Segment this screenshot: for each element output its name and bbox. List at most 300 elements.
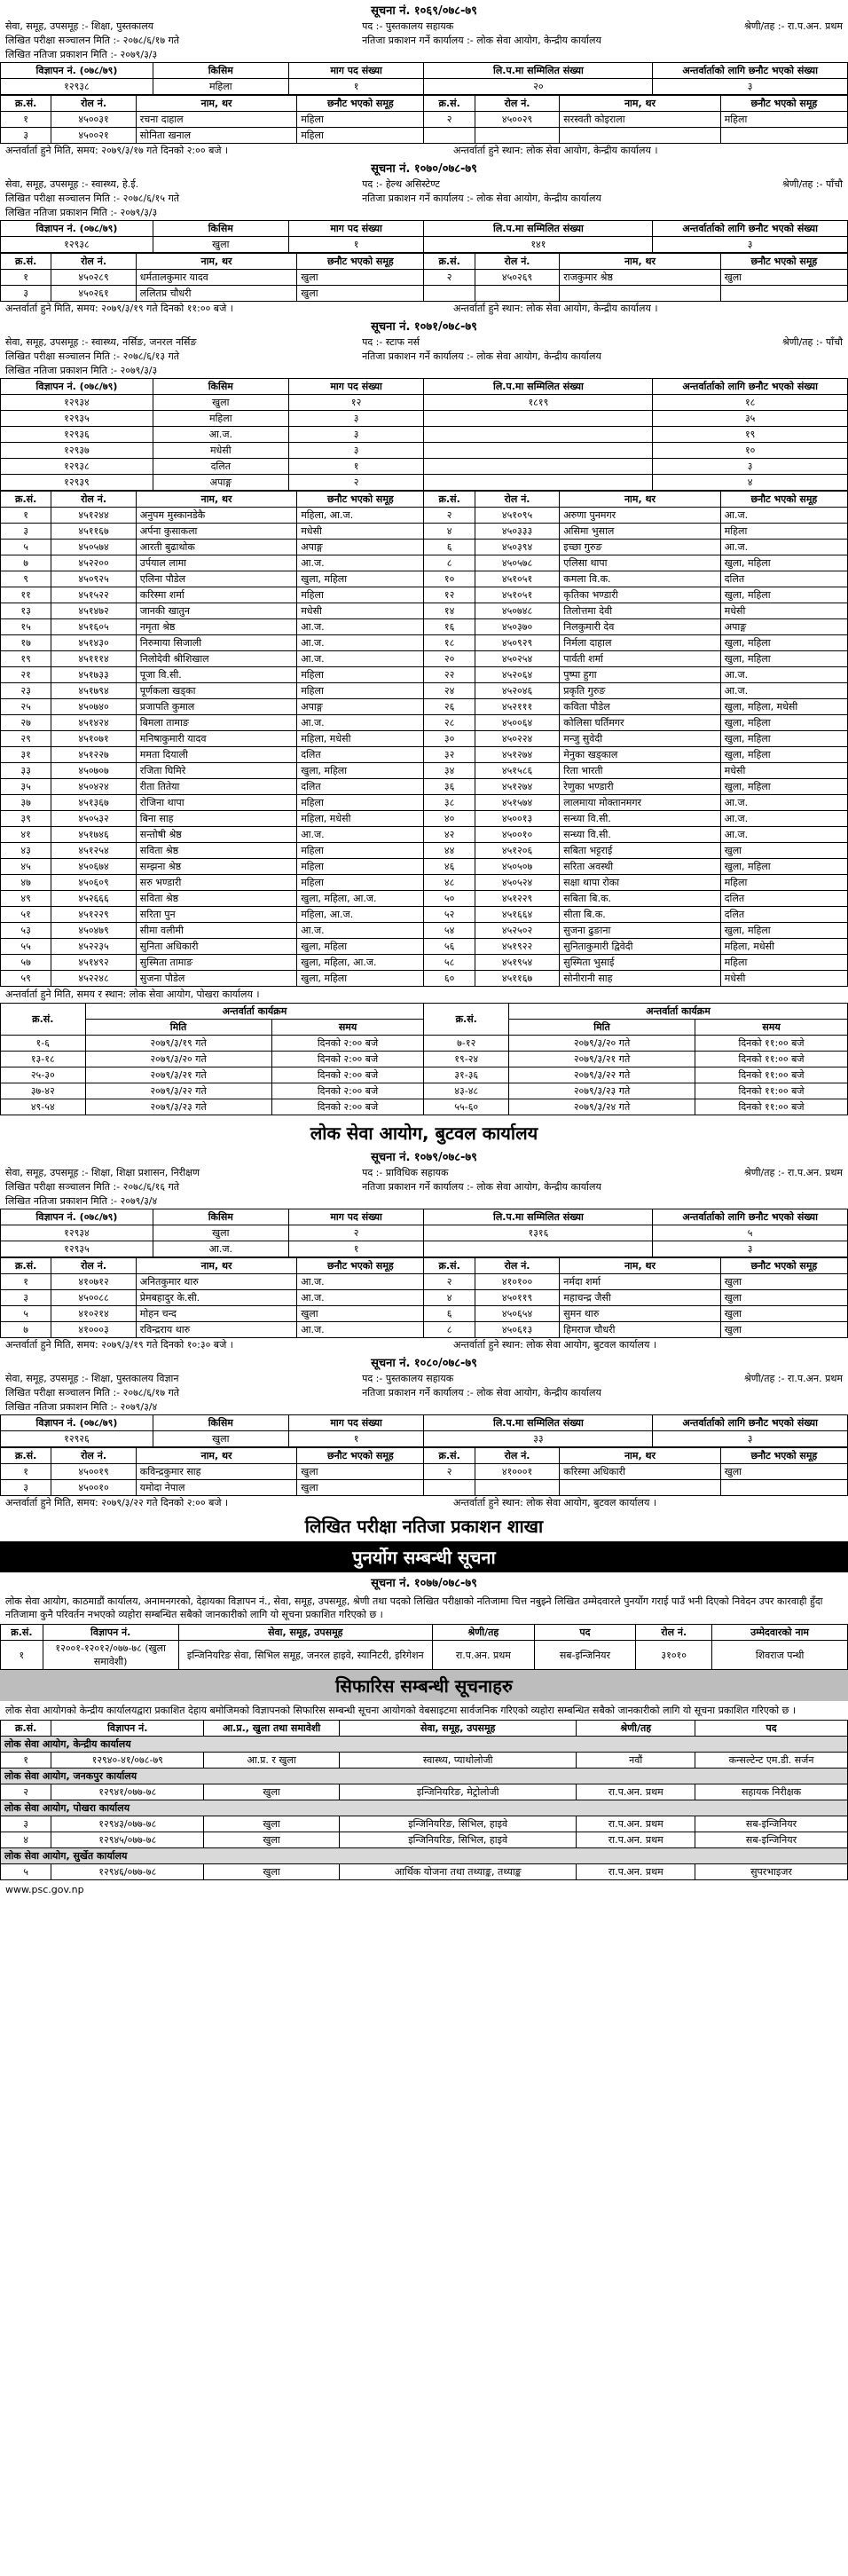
table-cell: १८ xyxy=(424,635,475,651)
candidate-table xyxy=(0,95,848,144)
notice-title: सूचना नं. १०७०/०७८-७९ xyxy=(371,162,477,176)
table-cell: १ xyxy=(288,459,424,475)
table-cell: सीता बि.क. xyxy=(560,907,720,923)
table-cell: ७ xyxy=(1,555,51,571)
table-cell: महिला xyxy=(153,411,288,427)
table-cell: निरुमाया सिजाली xyxy=(136,635,296,651)
table-cell: २७ xyxy=(1,715,51,731)
interview-time: अन्तर्वार्ता हुने मिति, समय: २०७९/३/१९ गते दिनको १०:३० बजे । xyxy=(5,1339,233,1351)
column-header: रोल नं. xyxy=(475,254,560,270)
table-cell: महिला xyxy=(297,683,424,699)
meta-field: पद :- प्राविधिक सहायक xyxy=(362,1167,449,1178)
table-cell: ४५००१९ xyxy=(51,1464,137,1480)
table-cell: ४५१४३० xyxy=(51,635,137,651)
meta-field: पद :- स्टाफ नर्स xyxy=(362,336,420,348)
meta-field: लिखित नतिजा प्रकाशन मिति :- २०७९/३/४ xyxy=(5,1401,158,1413)
table-cell: ३० xyxy=(424,731,475,747)
column-header: रोल नं. xyxy=(475,1448,560,1464)
meta-field: सेवा, समूह, उपसमूह :- शिक्षा, पुस्तकालय xyxy=(5,20,154,32)
table-cell: दलित xyxy=(153,459,288,475)
table-cell: रा.प.अन. प्रथम xyxy=(577,1816,695,1832)
table-cell: जानकी खातुन xyxy=(136,603,296,619)
table-row xyxy=(1,715,848,731)
office-section-label: लोक सेवा आयोग, जनकपुर कार्यालय xyxy=(1,1769,848,1784)
column-header: लि.प.मा सम्मिलित संख्या xyxy=(424,221,653,237)
table-cell: २ xyxy=(424,270,475,286)
table-row xyxy=(1,875,848,891)
table-cell: २८ xyxy=(424,715,475,731)
notice-n1 xyxy=(0,0,848,158)
table-row xyxy=(1,699,848,715)
notice-title: सूचना नं. १०७१/०७८-७९ xyxy=(371,320,477,334)
table-cell: रचना दाहाल xyxy=(136,112,296,128)
column-header: माग पद संख्या xyxy=(288,221,424,237)
table-row xyxy=(1,443,848,459)
table-cell: आ.ज. xyxy=(720,827,847,843)
recheck-heading: पुनर्योग सम्बन्धी सूचना xyxy=(0,1541,848,1572)
table-cell: ४५०९२९ xyxy=(475,635,560,651)
table-row xyxy=(1,112,848,128)
office-section-row xyxy=(1,1848,848,1864)
column-header: नाम, थर xyxy=(136,96,296,112)
table-cell: महिला xyxy=(153,79,288,95)
column-header: छनौट भएको समूह xyxy=(297,96,424,112)
table-row xyxy=(1,811,848,827)
column-header: अन्तर्वार्ताको लागि छनौट भएको संख्या xyxy=(653,1209,848,1225)
column-header: क्र.सं. xyxy=(1,1448,51,1464)
table-cell: २ xyxy=(424,1274,475,1290)
meta-field: लिखित परीक्षा सञ्चालन मिति :- २०७८/६/१५ गते xyxy=(5,193,180,204)
meta-field: नतिजा प्रकाशन गर्ने कार्यालय :- लोक सेवा आयोग, केन्द्रीय कार्यालय xyxy=(362,351,601,362)
table-cell: ४५१५२२ xyxy=(51,587,137,603)
table-cell: दलित xyxy=(720,907,847,923)
candidate-table-header-row xyxy=(1,1258,848,1274)
table-cell xyxy=(560,128,720,144)
table-cell: ४ xyxy=(424,1290,475,1306)
table-cell: अनुपम मुस्कानडेकै xyxy=(136,508,296,524)
table-cell: ३ xyxy=(288,427,424,443)
table-cell: ३९ xyxy=(1,811,51,827)
table-cell: ४५१०७१ xyxy=(51,731,137,747)
column-subheader: मिति xyxy=(85,1020,271,1036)
table-cell xyxy=(475,286,560,302)
summary-table xyxy=(0,1414,848,1447)
table-cell: १२९३५ xyxy=(1,1241,153,1257)
table-cell xyxy=(424,1480,475,1496)
column-header: छनौट भएको समूह xyxy=(297,492,424,508)
table-cell: खुला xyxy=(297,1480,424,1496)
table-cell: सोनीरानी साह xyxy=(560,971,720,987)
table-row xyxy=(1,1864,848,1880)
table-cell xyxy=(560,286,720,302)
table-cell: २०७९/३/२३ गते xyxy=(508,1083,695,1099)
table-row xyxy=(1,1067,848,1083)
column-header: क्र.सं. xyxy=(424,492,475,508)
table-cell: ३८ xyxy=(424,795,475,811)
interview-time: अन्तर्वार्ता हुने मिति, समय: २०७९/३/१७ गते दिनको २:०० बजे । xyxy=(5,145,229,156)
table-cell: २०७९/३/२१ गते xyxy=(85,1067,271,1083)
column-header: नाम, थर xyxy=(136,1448,296,1464)
table-cell: ३ xyxy=(653,237,848,253)
table-row xyxy=(1,1784,848,1800)
table-cell: ४५२६६६ xyxy=(51,891,137,907)
table-cell: आ.ज. xyxy=(153,427,288,443)
column-header: क्र.सं. xyxy=(424,1258,475,1274)
column-subheader: समय xyxy=(695,1020,848,1036)
table-cell: ४५१२७४ xyxy=(475,779,560,795)
meta-field xyxy=(672,1180,843,1194)
table-cell: ४५२२३५ xyxy=(51,939,137,955)
table-cell: सुस्मिता तामाङ xyxy=(136,955,296,971)
column-header: लि.प.मा सम्मिलित संख्या xyxy=(424,1209,653,1225)
table-cell: महिला xyxy=(297,843,424,859)
meta-field: लिखित नतिजा प्रकाशन मिति :- २०७९/३/३ xyxy=(5,49,158,60)
table-cell: ५९ xyxy=(1,971,51,987)
table-cell: पार्वती शर्मा xyxy=(560,651,720,667)
table-row xyxy=(1,923,848,939)
column-header: लि.प.मा सम्मिलित संख्या xyxy=(424,63,653,79)
column-header: रोल नं. xyxy=(51,1258,137,1274)
notice-title: सूचना नं. १०६९/०७८-७९ xyxy=(371,4,477,18)
table-cell: ११ xyxy=(1,587,51,603)
interview-place: अन्तर्वार्ता हुने स्थान: लोक सेवा आयोग, केन्द्रीय कार्यालय । xyxy=(452,303,658,314)
table-cell: खुला xyxy=(204,1832,340,1848)
table-row xyxy=(1,1225,848,1241)
summary-table xyxy=(0,62,848,95)
table-cell: खुला xyxy=(204,1864,340,1880)
meta-field: नतिजा प्रकाशन गर्ने कार्यालय :- लोक सेवा आयोग, केन्द्रीय कार्यालय xyxy=(362,1181,601,1193)
column-header: नाम, थर xyxy=(560,492,720,508)
table-cell: ४५२५०२ xyxy=(475,923,560,939)
table-cell: खुला, महिला xyxy=(297,971,424,987)
table-cell: एलिसा थापा xyxy=(560,555,720,571)
table-cell xyxy=(475,128,560,144)
column-header: विज्ञापन नं. (०७८/७९) xyxy=(1,63,153,79)
column-header: अन्तर्वार्ताको लागि छनौट भएको संख्या xyxy=(653,1415,848,1431)
table-cell: ३२ xyxy=(424,747,475,763)
column-header: क्र.सं. xyxy=(424,254,475,270)
table-cell: उर्पयाल लामा xyxy=(136,555,296,571)
table-row xyxy=(1,683,848,699)
recommendation-heading: सिफारिस सम्बन्धी सूचनाहरु xyxy=(0,1670,848,1701)
table-cell: सोनिता खनाल xyxy=(136,128,296,144)
notice-meta-line xyxy=(0,177,848,192)
summary-table xyxy=(0,378,848,491)
table-cell: आ.ज. xyxy=(297,619,424,635)
column-header: छनौट भएको समूह xyxy=(720,492,847,508)
table-cell: महिला, मधेसी xyxy=(720,939,847,955)
table-cell: सुजना पौडेल xyxy=(136,971,296,987)
table-cell: ५५ xyxy=(1,939,51,955)
notice-meta-line xyxy=(0,1194,848,1209)
branch-heading: लिखित परीक्षा नतिजा प्रकाशन शाखा xyxy=(304,1516,544,1537)
table-cell: ललितप्र चौधरी xyxy=(136,286,296,302)
table-cell: खुला, महिला xyxy=(297,763,424,779)
table-cell: ५ xyxy=(1,540,51,555)
table-cell: ४५०४२४ xyxy=(51,779,137,795)
column-header: रोल नं. xyxy=(51,492,137,508)
table-cell: इन्जिनियरिङ, सिभिल, हाइवे xyxy=(339,1816,576,1832)
notice-meta-line xyxy=(0,1166,848,1180)
table-cell: ५ xyxy=(1,1306,51,1322)
table-cell: आ.ज. xyxy=(720,667,847,683)
table-cell: ४५०५०७ xyxy=(475,859,560,875)
meta-field: श्रेणी/तह :- रा.प.अन. प्रथम xyxy=(743,1167,843,1178)
table-cell: ४५०७०७ xyxy=(51,763,137,779)
table-row xyxy=(1,1641,848,1670)
table-cell: ४४ xyxy=(424,843,475,859)
table-cell: आ.ज. xyxy=(153,1241,288,1257)
table-cell: अरुणा पुनमगर xyxy=(560,508,720,524)
table-cell: ५० xyxy=(424,891,475,907)
table-cell: १८ xyxy=(653,395,848,411)
table-cell: २ xyxy=(424,1464,475,1480)
recommend-header-row xyxy=(1,1721,848,1737)
table-cell: ४ xyxy=(653,475,848,491)
recommendation-paragraph: लोक सेवा आयोगको केन्द्रीय कार्यालयद्वारा प्रकाशित देहाय बमोजिमको विज्ञापनको सिफारिस सम्बन्धी सूचना आयोगको वेबसाइटमा सार्वजनिक गरिएको व्यहोरा सम्बन्धित सबैको जानकारीको लागि यो सूचना प्रकाशित गरिएको छ । xyxy=(5,1705,797,1716)
column-header: अन्तर्वार्ताको लागि छनौट भएको संख्या xyxy=(653,63,848,79)
table-cell: १ xyxy=(1,508,51,524)
table-cell: मधेसी xyxy=(297,603,424,619)
table-cell: १२९४०-४१/०७८-७९ xyxy=(51,1753,204,1769)
table-cell: १२९२६ xyxy=(1,1431,153,1447)
office-section-row xyxy=(1,1769,848,1784)
table-cell: १२९४१/०७७-७८ xyxy=(51,1784,204,1800)
column-header: अन्तर्वार्ता कार्यक्रम xyxy=(85,1004,424,1020)
table-cell: १२९३८ xyxy=(1,459,153,475)
table-cell: महिला, मधेसी xyxy=(297,811,424,827)
table-cell: मधेसी xyxy=(720,603,847,619)
table-cell: आ.प्र. र खुला xyxy=(204,1753,340,1769)
table-cell: ३६ xyxy=(424,779,475,795)
column-header: किसिम xyxy=(153,379,288,395)
table-row xyxy=(1,955,848,971)
table-cell: २ xyxy=(288,1225,424,1241)
table-cell: १ xyxy=(1,270,51,286)
column-header: छनौट भएको समूह xyxy=(720,254,847,270)
table-cell xyxy=(720,1480,847,1496)
table-cell: पूर्णकला खड्का xyxy=(136,683,296,699)
table-cell: इन्जिनियरिङ सेवा, सिभिल समूह, जनरल हाइवे, स्यानिटरी, इरिगेशन xyxy=(178,1641,433,1670)
column-header: सेवा, समूह, उपसमूह xyxy=(178,1625,433,1641)
table-cell: करिस्मा अधिकारी xyxy=(560,1464,720,1480)
interview-schedule-table xyxy=(0,1003,848,1115)
table-cell: ३७-४२ xyxy=(1,1083,86,1099)
column-header: रोल नं. xyxy=(51,96,137,112)
table-cell: दलित xyxy=(720,891,847,907)
table-cell: खुला xyxy=(297,1306,424,1322)
table-cell: अपाङ्ग xyxy=(297,699,424,715)
table-cell: महिला, आ.ज. xyxy=(297,508,424,524)
interview-place: अन्तर्वार्ता हुने स्थान: लोक सेवा आयोग, बुटवल कार्यालय । xyxy=(452,1339,656,1351)
table-cell: बिना साह xyxy=(136,811,296,827)
table-cell: सुस्मिता भुसाई xyxy=(560,955,720,971)
table-cell: खुला, महिला xyxy=(720,555,847,571)
meta-field: पद :- पुस्तकालय सहायक xyxy=(362,1373,454,1384)
column-subheader: समय xyxy=(271,1020,424,1036)
website-footer: www.psc.gov.np xyxy=(5,1884,84,1895)
table-row xyxy=(1,1464,848,1480)
table-cell: पूजा वि.सी. xyxy=(136,667,296,683)
table-cell: खुला xyxy=(153,1225,288,1241)
notice-n3 xyxy=(0,316,848,1115)
table-cell: अर्पना कुसाकला xyxy=(136,524,296,540)
table-cell: ५५-६० xyxy=(424,1099,509,1115)
table-cell: सुजना ढुङाना xyxy=(560,923,720,939)
table-cell xyxy=(424,443,653,459)
table-cell: ४५००८८ xyxy=(51,1290,137,1306)
column-header: क्र.सं. xyxy=(424,1004,509,1036)
column-header: क्र.सं. xyxy=(424,96,475,112)
recommendation-notice xyxy=(0,1670,848,1880)
table-cell: महिला xyxy=(720,112,847,128)
notice-title: सूचना नं. १०८०/०७८-७९ xyxy=(371,1357,477,1370)
candidate-table-header-row xyxy=(1,254,848,270)
table-cell: १९ xyxy=(1,651,51,667)
column-header: रोल नं. xyxy=(475,492,560,508)
notice-meta-line xyxy=(0,192,848,206)
table-cell: २५ xyxy=(1,699,51,715)
table-row xyxy=(1,763,848,779)
table-cell: ४५११६७ xyxy=(475,971,560,987)
table-cell: २५-३० xyxy=(1,1067,86,1083)
table-cell: आ.ज. xyxy=(297,1274,424,1290)
meta-field xyxy=(672,350,843,364)
table-cell: ३ xyxy=(1,128,51,144)
column-header: किसिम xyxy=(153,63,288,79)
column-header: माग पद संख्या xyxy=(288,379,424,395)
table-cell: खुला, महिला xyxy=(720,635,847,651)
table-cell: रजिता घिमिरे xyxy=(136,763,296,779)
table-cell: १२९३८ xyxy=(1,237,153,253)
table-cell: ४२ xyxy=(424,827,475,843)
column-header: किसिम xyxy=(153,1415,288,1431)
table-cell: ४५१०९५ xyxy=(475,508,560,524)
table-cell: ५ xyxy=(1,1864,51,1880)
candidate-table-header-row xyxy=(1,96,848,112)
table-cell: शिवराज पन्थी xyxy=(712,1641,848,1670)
table-cell: ४५२२०० xyxy=(51,555,137,571)
table-cell: कन्सल्टेन्ट एम.डी. सर्जन xyxy=(695,1753,848,1769)
table-cell: हिमराज चौधरी xyxy=(560,1322,720,1338)
table-row xyxy=(1,1306,848,1322)
table-cell: खुला xyxy=(720,843,847,859)
column-header: क्र.सं. xyxy=(424,1448,475,1464)
interview-time: अन्तर्वार्ता हुने मिति, समय: २०७९/३/२२ गते दिनको २:०० बजे । xyxy=(5,1497,229,1509)
column-header: नाम, थर xyxy=(560,1448,720,1464)
column-header: नाम, थर xyxy=(136,492,296,508)
table-cell: ८ xyxy=(424,1322,475,1338)
table-cell: खुला xyxy=(720,1464,847,1480)
table-cell: खुला, महिला, मधेसी xyxy=(720,699,847,715)
column-header: विज्ञापन नं. (०७८/७९) xyxy=(1,221,153,237)
table-cell: महिला xyxy=(720,524,847,540)
table-cell: ३ xyxy=(1,286,51,302)
table-cell: ७ xyxy=(1,1322,51,1338)
table-row xyxy=(1,128,848,144)
meta-field: लिखित नतिजा प्रकाशन मिति :- २०७९/३/४ xyxy=(5,1195,158,1207)
table-row xyxy=(1,1832,848,1848)
column-header: उम्मेदवारको नाम xyxy=(712,1625,848,1641)
table-cell: २०७९/३/२२ गते xyxy=(508,1067,695,1083)
candidate-table xyxy=(0,491,848,987)
table-row xyxy=(1,907,848,923)
interview-line xyxy=(0,1496,848,1510)
table-cell: खुला xyxy=(297,270,424,286)
table-cell: २०७९/३/२० गते xyxy=(508,1036,695,1052)
table-cell: सीमा वलीमी xyxy=(136,923,296,939)
table-cell: अपाङ्ग xyxy=(720,619,847,635)
table-cell xyxy=(424,1241,653,1257)
column-header: रोल नं. xyxy=(475,96,560,112)
table-cell: सुनिताकुमारी द्विवेदी xyxy=(560,939,720,955)
table-cell: १२९३५ xyxy=(1,411,153,427)
table-cell: सहायक निरीक्षक xyxy=(695,1784,848,1800)
table-cell xyxy=(424,128,475,144)
table-cell: आ.ज. xyxy=(297,923,424,939)
table-cell: खुला xyxy=(153,395,288,411)
column-header: विज्ञापन नं. (०७८/७९) xyxy=(1,1415,153,1431)
table-cell: ४५१५८६ xyxy=(475,763,560,779)
column-header: क्र.सं. xyxy=(1,1625,43,1641)
table-cell: ५३ xyxy=(1,923,51,939)
table-row xyxy=(1,524,848,540)
table-cell: ४१०००१ xyxy=(475,1464,560,1480)
table-row xyxy=(1,1099,848,1115)
table-cell: ४५१७४६ xyxy=(51,827,137,843)
table-cell: खुला, महिला xyxy=(720,731,847,747)
table-cell: १२९४३/०७७-७८ xyxy=(51,1816,204,1832)
meta-field: लिखित नतिजा प्रकाशन मिति :- २०७९/३/३ xyxy=(5,207,158,218)
notice-meta-line xyxy=(0,1386,848,1400)
table-cell: खुला, महिला xyxy=(720,747,847,763)
table-cell: महाचन्द्र जैसी xyxy=(560,1290,720,1306)
table-cell: ४ xyxy=(424,524,475,540)
notice-meta-line xyxy=(0,335,848,350)
table-row xyxy=(1,779,848,795)
table-cell: ४५०६१३ xyxy=(475,1322,560,1338)
table-cell: मधेसी xyxy=(720,971,847,987)
table-cell: ४१ xyxy=(1,827,51,843)
table-cell: ४५१५७४ xyxy=(475,795,560,811)
table-row xyxy=(1,508,848,524)
table-cell: १४१ xyxy=(424,237,653,253)
table-cell: ४५ xyxy=(1,859,51,875)
table-cell: ४३-४८ xyxy=(424,1083,509,1099)
table-cell: ४८ xyxy=(424,875,475,891)
table-cell xyxy=(475,1480,560,1496)
table-row xyxy=(1,1083,848,1099)
table-cell: ४५००२९ xyxy=(475,112,560,128)
meta-field: श्रेणी/तह :- पाँचौ xyxy=(781,178,843,190)
table-cell: ४५१४९२ xyxy=(51,955,137,971)
table-cell: मधेसी xyxy=(720,763,847,779)
table-cell: ४५००२१ xyxy=(51,128,137,144)
table-cell: ९ xyxy=(1,571,51,587)
column-header: अन्तर्वार्ताको लागि छनौट भएको संख्या xyxy=(653,379,848,395)
table-cell: इन्जिनियरिङ, सिभिल, हाइवे xyxy=(339,1832,576,1848)
table-row xyxy=(1,1274,848,1290)
table-cell: १२ xyxy=(424,587,475,603)
table-cell: ४५०२६१ xyxy=(51,286,137,302)
table-cell: दिनको ११:०० बजे xyxy=(695,1099,848,1115)
table-row xyxy=(1,827,848,843)
table-row xyxy=(1,939,848,955)
table-row xyxy=(1,270,848,286)
column-header: श्रेणी/तह xyxy=(433,1625,535,1641)
notice-meta-line xyxy=(0,350,848,364)
notice-title: सूचना नं. १०७९/०७८-७९ xyxy=(371,1151,477,1164)
